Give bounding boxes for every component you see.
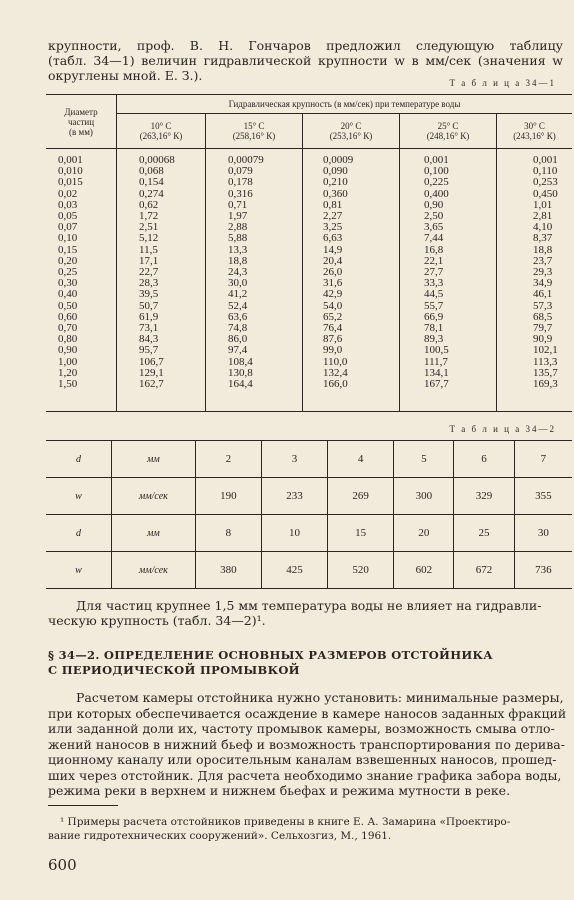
- table-34-2: [46, 440, 572, 589]
- table1-cell: 16,8: [424, 243, 444, 256]
- table1-cell: 135,7: [533, 366, 558, 379]
- table1-cell: 99,0: [323, 344, 343, 357]
- table2-row: [46, 552, 572, 589]
- table1-cell: 0,40: [58, 288, 78, 301]
- table1-cell: 73,1: [139, 322, 159, 335]
- table2-value: 269: [328, 478, 394, 515]
- body-line: или заданной доли их, частоту промывок камеры, возможность смыва отло-: [48, 721, 555, 736]
- table1-cell: 0,90: [58, 344, 78, 357]
- temp-header-15: 15° С (258,16° К): [206, 114, 303, 149]
- table2-row: [46, 441, 572, 478]
- table1-cell: 1,72: [139, 210, 159, 223]
- table1-cell: 0,450: [533, 187, 558, 200]
- intro-line: округлены мной. Е. З.).: [48, 68, 203, 83]
- values-column-20c: [303, 149, 400, 412]
- table1-cell: 0,30: [58, 277, 78, 290]
- table2-row: [46, 515, 572, 552]
- table1-cell: 61,9: [139, 310, 159, 323]
- intro-line: (табл. 34—1) величин гидравлической крупности w в мм/сек (значения w: [48, 53, 563, 68]
- table1-cell: 0,07: [58, 221, 78, 234]
- table1-cell: 102,1: [533, 344, 558, 357]
- table2-value: 8: [195, 515, 261, 552]
- table2-value: 6: [454, 441, 514, 478]
- table1-cell: 0,110: [533, 165, 558, 178]
- header-line: частиц: [67, 116, 95, 127]
- table1-cell: 1,20: [58, 366, 78, 379]
- table1-cell: 1,97: [228, 210, 248, 223]
- table1-caption: Т а б л и ц а 34—1: [449, 78, 556, 88]
- table2-value: 30: [514, 515, 572, 552]
- table1-cell: 2,27: [323, 210, 343, 223]
- table2-value: 2: [195, 441, 261, 478]
- intro-line: крупности, проф. В. Н. Гончаров предложил следующую таблицу: [48, 38, 563, 53]
- intro-paragraph: [48, 38, 563, 83]
- table2-value: 15: [328, 515, 394, 552]
- footnote-rule: [48, 805, 118, 806]
- table1-cell: 0,400: [424, 187, 449, 200]
- table1-cell: 4,10: [533, 221, 553, 234]
- table1-cell: 28,3: [139, 277, 159, 290]
- table1-cell: 129,1: [139, 366, 164, 379]
- table2-row: [46, 478, 572, 515]
- table1-cell: 108,4: [228, 355, 253, 368]
- table2-symbol: d: [46, 515, 111, 552]
- table1-cell: 41,2: [228, 288, 248, 301]
- table2-value: 5: [394, 441, 454, 478]
- table1-cell: 0,03: [58, 198, 78, 211]
- table1-cell: 0,154: [139, 176, 164, 189]
- table1-cell: 169,3: [533, 378, 558, 391]
- table1-cell: 0,015: [58, 176, 83, 189]
- table1-cell: 0,178: [228, 176, 253, 189]
- table1-cell: 13,3: [228, 243, 248, 256]
- table1-cell: 68,5: [533, 310, 553, 323]
- table1-cell: 0,15: [58, 243, 78, 256]
- table1-cell: 0,80: [58, 333, 78, 346]
- section-title-line: С ПЕРИОДИЧЕСКОЙ ПРОМЫВКОЙ: [48, 663, 300, 677]
- table1-cell: 24,3: [228, 266, 248, 279]
- body-line: при которых обеспечивается осаждение в камере наносов заданных фракций: [48, 705, 567, 721]
- table1-cell: 5,12: [139, 232, 159, 245]
- table1-cell: 3,65: [424, 221, 444, 234]
- table2-value: 25: [454, 515, 514, 552]
- table1-cell: 55,7: [424, 299, 444, 312]
- table1-cell: 22,7: [139, 266, 159, 279]
- diameter-column: [46, 149, 117, 412]
- table1-cell: 1,01: [533, 198, 553, 211]
- table1-cell: 0,10: [58, 232, 78, 245]
- table1-cell: 7,44: [424, 232, 444, 245]
- table1-cell: 86,0: [228, 333, 248, 346]
- table1-cell: 22,1: [424, 254, 444, 267]
- table2-value: 672: [454, 552, 514, 589]
- group-header: Гидравлическая крупность (в мм/сек) при температуре воды: [117, 95, 573, 114]
- section-heading: [48, 648, 493, 678]
- table1-cell: 0,001: [58, 154, 83, 166]
- table1-cell: 0,316: [228, 187, 253, 200]
- table1-cell: 0,225: [424, 176, 449, 189]
- table1-cell: 18,8: [228, 254, 248, 267]
- footnote-line: ¹ Примеры расчета отстойников приведены в книге Е. А. Замарина «Проектиро-: [60, 816, 511, 828]
- table2-value: 329: [454, 478, 514, 515]
- table2-value: 520: [328, 552, 394, 589]
- temp-header-30: 30° С (243,16° К): [497, 114, 573, 149]
- table1-cell: 95,7: [139, 344, 159, 357]
- table1-cell: 76,4: [323, 322, 343, 335]
- temp-header-20: 20° С (253,16° К): [303, 114, 400, 149]
- table2-symbol: w: [46, 552, 111, 589]
- table1-cell: 0,079: [228, 165, 253, 178]
- table1-cell: 5,88: [228, 232, 248, 245]
- table1-cell: 1,00: [58, 355, 78, 368]
- table1-cell: 29,3: [533, 266, 553, 279]
- after-line: ческую крупность (табл. 34—2)¹.: [48, 613, 266, 628]
- table1-cell: 0,001: [424, 154, 449, 166]
- table2-value: 4: [328, 441, 394, 478]
- table1-cell: 63,6: [228, 310, 248, 323]
- table1-cell: 0,274: [139, 187, 164, 200]
- table1-cell: 27,7: [424, 266, 444, 279]
- table1-cell: 2,81: [533, 210, 553, 223]
- body-line: ших через отстойник. Для расчета необходимо знание графика забора воды,: [48, 767, 562, 783]
- table1-cell: 54,0: [323, 299, 343, 312]
- table1-cell: 0,253: [533, 176, 558, 189]
- table1-cell: 0,05: [58, 210, 78, 223]
- table1-cell: 90,9: [533, 333, 553, 346]
- table1-cell: 57,3: [533, 299, 553, 312]
- table1-cell: 30,0: [228, 277, 248, 290]
- table1-cell: 0,010: [58, 165, 83, 178]
- table1-cell: 79,7: [533, 322, 553, 335]
- table1-cell: 130,8: [228, 366, 253, 379]
- section-title-line: § 34—2. ОПРЕДЕЛЕНИЕ ОСНОВНЫХ РАЗМЕРОВ ОТСТОЙНИКА: [48, 648, 493, 662]
- table2-value: 233: [261, 478, 327, 515]
- table2-symbol: w: [46, 478, 111, 515]
- table1-cell: 26,0: [323, 266, 343, 279]
- table2-value: 3: [261, 441, 327, 478]
- table1-cell: 50,7: [139, 299, 159, 312]
- table1-cell: 0,90: [424, 198, 444, 211]
- table1-cell: 113,3: [533, 355, 558, 368]
- table1-cell: 11,5: [139, 243, 158, 256]
- header-line: Диаметр: [64, 106, 98, 117]
- table1-cell: 8,37: [533, 232, 553, 245]
- body-line: режима реки в верхнем и нижнем бьефах и режима мутности в реке.: [48, 783, 511, 798]
- table1-cell: 111,7: [424, 355, 448, 368]
- table1-cell: 0,068: [139, 165, 164, 178]
- table2-value: 10: [261, 515, 327, 552]
- footnote-line: вание гидротехнических сооружений». Сельхозгиз, М., 1961.: [48, 830, 392, 842]
- values-column-15c: [206, 149, 303, 412]
- table1-cell: 46,1: [533, 288, 553, 301]
- header-line: (в мм): [69, 126, 93, 137]
- temp-header-10: 10° С (263,16° К): [117, 114, 206, 149]
- table1-cell: 23,7: [533, 254, 553, 267]
- table1-cell: 110,0: [323, 355, 348, 368]
- table1-cell: 33,3: [424, 277, 444, 290]
- table1-cell: 97,4: [228, 344, 248, 357]
- body-line: жений наносов в нижний бьеф и возможность транспортирования по дерива-: [48, 736, 565, 752]
- table1-cell: 162,7: [139, 378, 164, 391]
- table2-value: 190: [195, 478, 261, 515]
- values-column-25c: [400, 149, 497, 412]
- table1-cell: 74,8: [228, 322, 248, 335]
- table1-cell: 14,9: [323, 243, 343, 256]
- table1-cell: 0,25: [58, 266, 78, 279]
- table1-cell: 0,02: [58, 187, 78, 200]
- table1-cell: 0,00079: [228, 154, 264, 166]
- table1-cell: 52,4: [228, 299, 248, 312]
- table1-cell: 100,5: [424, 344, 449, 357]
- table1-cell: 0,001: [533, 154, 558, 166]
- table2-unit: мм/сек: [111, 478, 195, 515]
- table1-cell: 78,1: [424, 322, 444, 335]
- table2-value: 300: [394, 478, 454, 515]
- table2-value: 380: [195, 552, 261, 589]
- table1-cell: 3,25: [323, 221, 343, 234]
- table1-cell: 167,7: [424, 378, 449, 391]
- table1-cell: 0,090: [323, 165, 348, 178]
- table1-cell: 0,20: [58, 254, 78, 267]
- table1-cell: 1,50: [58, 378, 78, 391]
- table2-symbol: d: [46, 441, 111, 478]
- table1-cell: 0,00068: [139, 154, 175, 166]
- table1-cell: 0,210: [323, 176, 348, 189]
- table1-cell: 44,5: [424, 288, 444, 301]
- table1-cell: 87,6: [323, 333, 343, 346]
- table1-cell: 164,4: [228, 378, 253, 391]
- after-line: Для частиц крупнее 1,5 мм температура воды не влияет на гидравли-: [76, 598, 542, 613]
- table1-cell: 66,9: [424, 310, 444, 323]
- table2-unit: мм/сек: [111, 552, 195, 589]
- page-number: 600: [48, 856, 77, 874]
- table1-cell: 84,3: [139, 333, 159, 346]
- table2-caption: Т а б л и ц а 34—2: [449, 424, 556, 434]
- table1-cell: 134,1: [424, 366, 449, 379]
- table1-cell: 0,81: [323, 198, 343, 211]
- table2-unit: мм: [111, 515, 195, 552]
- table1-cell: 31,6: [323, 277, 343, 290]
- table1-cell: 0,60: [58, 310, 78, 323]
- temp-header-25: 25° С (248,16° К): [400, 114, 497, 149]
- table1-cell: 20,4: [323, 254, 343, 267]
- table1-cell: 106,7: [139, 355, 164, 368]
- after-table-paragraph: [48, 598, 563, 628]
- table1-cell: 0,62: [139, 198, 159, 211]
- diameter-header: [46, 95, 117, 149]
- table2-unit: мм: [111, 441, 195, 478]
- table1-cell: 39,5: [139, 288, 159, 301]
- table1-cell: 0,70: [58, 322, 78, 335]
- body-line: ционному каналу или оросительным каналам взвешенных наносов, прошед-: [48, 752, 557, 767]
- table1-cell: 2,50: [424, 210, 444, 223]
- table2-value: 20: [394, 515, 454, 552]
- table2-value: 425: [261, 552, 327, 589]
- body-paragraph: [48, 690, 567, 799]
- table1-cell: 2,88: [228, 221, 248, 234]
- table-34-1: [46, 94, 572, 412]
- table2-value: 7: [514, 441, 572, 478]
- body-line: Расчетом камеры отстойника нужно установить: минимальные размеры,: [76, 690, 564, 705]
- table1-cell: 17,1: [139, 254, 159, 267]
- table1-cell: 18,8: [533, 243, 553, 256]
- table1-cell: 42,9: [323, 288, 343, 301]
- table1-cell: 89,3: [424, 333, 444, 346]
- table1-cell: 0,50: [58, 299, 78, 312]
- table1-cell: 0,100: [424, 165, 449, 178]
- table1-cell: 132,4: [323, 366, 348, 379]
- table1-cell: 34,9: [533, 277, 553, 290]
- table1-cell: 65,2: [323, 310, 343, 323]
- table1-cell: 6,63: [323, 232, 343, 245]
- table1-cell: 2,51: [139, 221, 159, 234]
- table2-value: 355: [514, 478, 572, 515]
- table1-cell: 0,0009: [323, 154, 354, 166]
- footnote: [48, 815, 548, 843]
- table2-value: 602: [394, 552, 454, 589]
- table1-cell: 0,71: [228, 198, 248, 211]
- table1-cell: 166,0: [323, 378, 348, 391]
- table1-cell: 0,360: [323, 187, 348, 200]
- values-column-30c: [497, 149, 573, 412]
- values-column-10c: [117, 149, 206, 412]
- table2-value: 736: [514, 552, 572, 589]
